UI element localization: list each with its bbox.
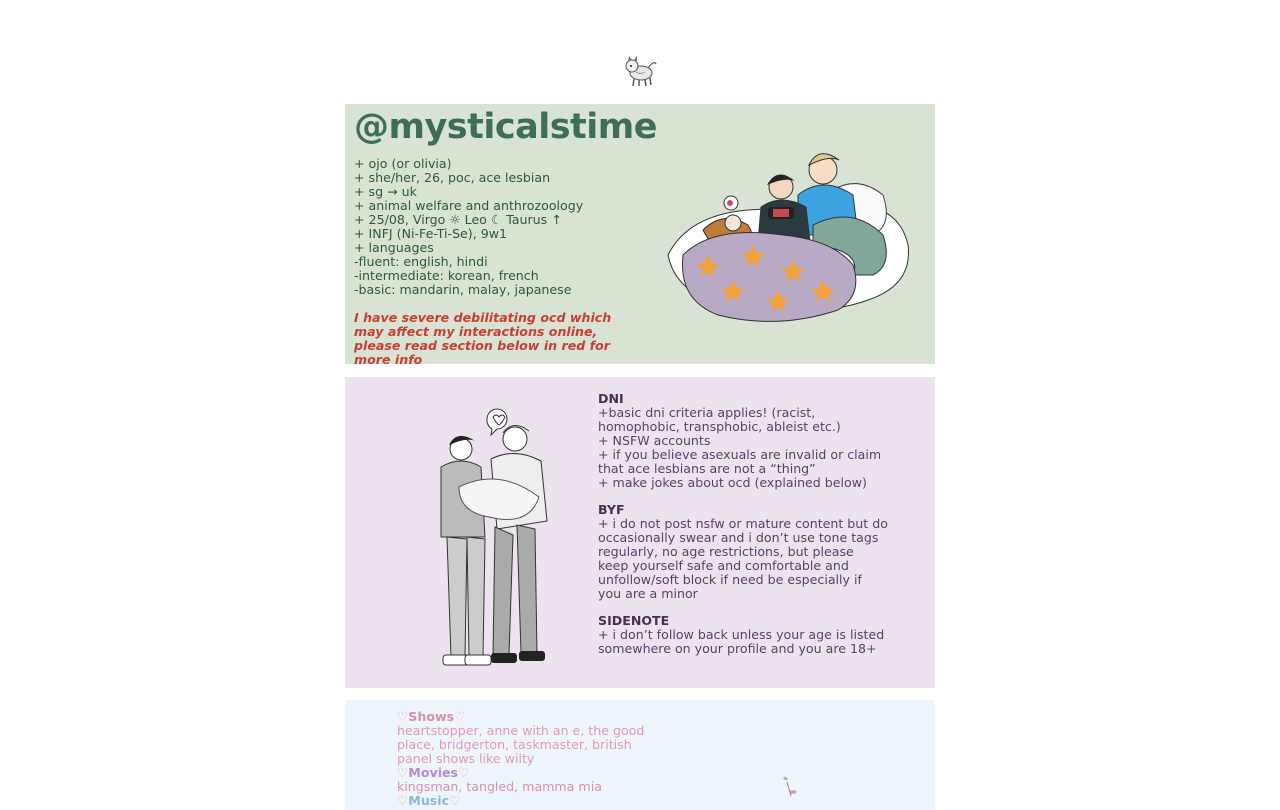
- sidenote-section: [598, 614, 888, 656]
- info-line: + INFJ (Ni-Fe-Ti-Se), 9w1: [354, 226, 508, 241]
- heart-icon: ♡: [454, 709, 466, 724]
- sidenote-title: SIDENOTE: [598, 613, 670, 628]
- byf-section: [598, 503, 888, 601]
- sidenote-line: + i don’t follow back unless your age is listed somewhere on your profile and you are 18+: [598, 627, 885, 656]
- heart-icon: ♡: [397, 793, 409, 808]
- couple-on-bed-illustration: [663, 145, 913, 330]
- profile-handle: @mysticalstime: [354, 107, 657, 147]
- info-line: + languages: [354, 240, 434, 255]
- music-heading: [397, 794, 667, 808]
- info-line: -fluent: english, hindi: [354, 254, 488, 269]
- byf-line: + i do not post nsfw or mature content but do occasionally swear and i don’t use tone tags regularly, no age restrictions, but please keep yourself safe and comfortable and unfollow/soft block if need be especially if you are a minor: [598, 516, 888, 601]
- info-line: -intermediate: korean, french: [354, 268, 539, 283]
- shows-label: Shows: [408, 709, 455, 724]
- movies-heading: [397, 766, 667, 780]
- dni-line: +basic dni criteria applies! (racist, homophobic, transphobic, ableist etc.): [598, 405, 841, 434]
- info-line: + she/her, 26, poc, ace lesbian: [354, 170, 551, 185]
- movies-text: kingsman, tangled, mamma mia: [397, 779, 602, 794]
- couple-with-dog-illustration: [429, 397, 567, 673]
- shows-heading: [397, 710, 667, 724]
- ocd-warning: I have severe debilitating ocd which may affect my interactions online, please read section below in red for more info: [354, 310, 612, 367]
- dni-title: DNI: [598, 391, 624, 406]
- heart-icon: ♡: [397, 709, 409, 724]
- dni-section: [598, 392, 888, 490]
- heart-icon: ♡: [449, 793, 461, 808]
- shows-text: heartstopper, anne with an e, the good place, bridgerton, taskmaster, british panel shows like wilty: [397, 723, 645, 766]
- dog-icon: [620, 48, 662, 90]
- info-line: + 25/08, Virgo ☼ Leo ☾ Taurus ↑: [354, 212, 562, 227]
- dni-line: + if you believe asexuals are invalid or claim that ace lesbians are not a “thing”: [598, 447, 882, 476]
- byf-title: BYF: [598, 502, 625, 517]
- info-line: + ojo (or olivia): [354, 156, 452, 171]
- music-label: Music: [408, 793, 450, 808]
- info-line: + sg → uk: [354, 184, 417, 199]
- heart-icon: ♡: [397, 765, 409, 780]
- info-line: + animal welfare and anthrozoology: [354, 198, 584, 213]
- heart-icon: ♡: [458, 765, 470, 780]
- profile-info-list: [354, 157, 583, 297]
- info-line: -basic: mandarin, malay, japanese: [354, 282, 572, 297]
- flower-doodle-icon: [777, 774, 801, 800]
- favorites-list: [397, 710, 667, 808]
- dni-line: + make jokes about ocd (explained below): [598, 475, 867, 490]
- dni-line: + NSFW accounts: [598, 433, 711, 448]
- movies-label: Movies: [408, 765, 459, 780]
